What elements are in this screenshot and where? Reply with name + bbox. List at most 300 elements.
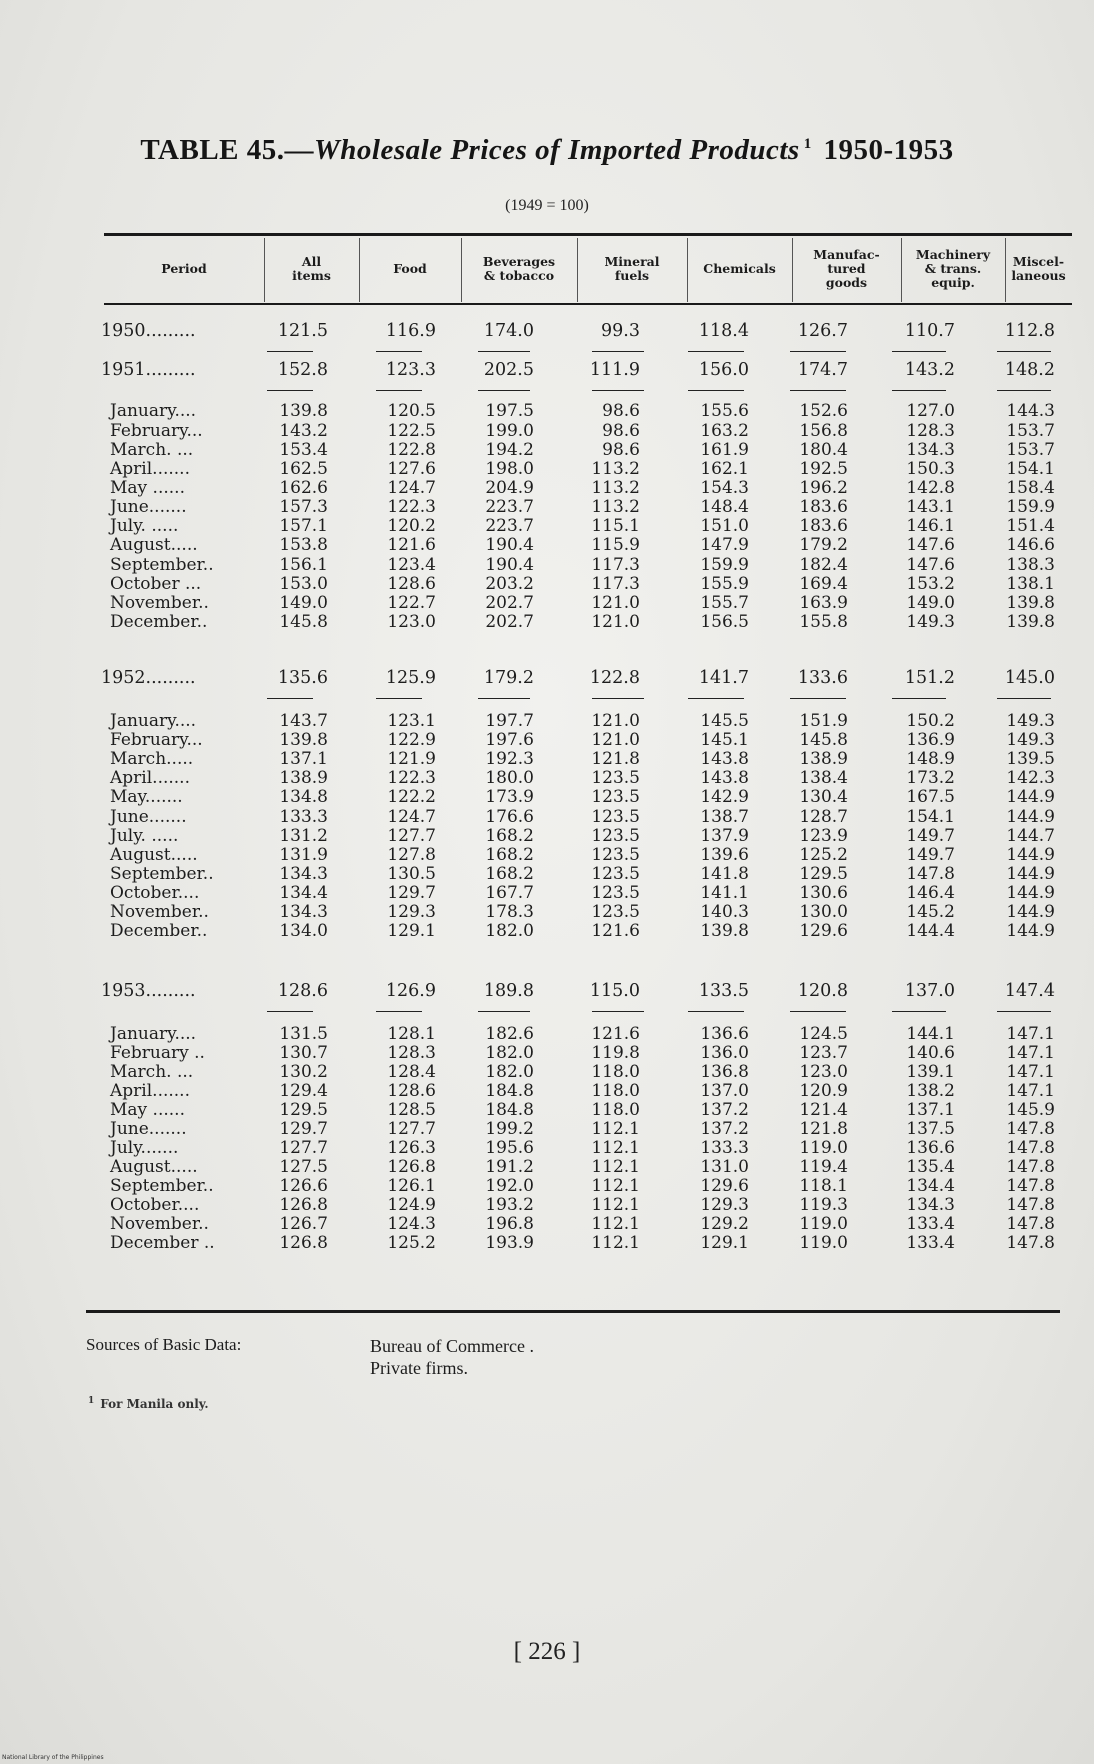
year-row [0, 322, 1094, 341]
value-cell-chem: 136.0 [700, 1043, 749, 1063]
value-cell-all: 130.7 [279, 1043, 328, 1063]
value-cell-misc: 158.4 [1006, 478, 1055, 498]
period-cell: May ...... [110, 1100, 185, 1120]
value-cell-all: 134.3 [279, 864, 328, 884]
value-cell-mach: 136.9 [906, 730, 955, 750]
value-cell-bev: 193.9 [485, 1233, 534, 1253]
value-cell-chem: 155.9 [700, 574, 749, 594]
total-underline [376, 390, 422, 391]
value-cell-manu: 130.4 [799, 787, 848, 807]
value-cell-food: 128.5 [387, 1100, 436, 1120]
value-cell-min: 121.6 [591, 921, 640, 941]
value-cell-mach: 150.3 [906, 459, 955, 479]
value-cell-bev: 194.2 [485, 440, 534, 460]
header-divider [792, 238, 793, 302]
value-cell-manu: 152.6 [799, 401, 848, 421]
period-cell: 1951......... [101, 360, 196, 380]
value-cell-min: 123.5 [591, 883, 640, 903]
month-row [0, 1101, 1094, 1120]
value-cell-mach: 153.2 [906, 574, 955, 594]
value-cell-mach: 137.5 [906, 1119, 955, 1139]
period-cell: March. ... [110, 440, 194, 460]
value-cell-misc: 142.3 [1006, 768, 1055, 788]
total-underline [376, 698, 422, 699]
value-cell-food: 128.6 [387, 574, 436, 594]
total-underline [267, 390, 313, 391]
value-cell-min: 112.1 [591, 1214, 640, 1234]
value-cell-misc: 144.9 [1006, 864, 1055, 884]
value-cell-chem: 131.0 [700, 1157, 749, 1177]
value-cell-chem: 155.6 [700, 401, 749, 421]
value-cell-bev: 197.5 [485, 401, 534, 421]
value-cell-all: 126.8 [279, 1233, 328, 1253]
value-cell-chem: 154.3 [700, 478, 749, 498]
value-cell-min: 115.1 [591, 516, 640, 536]
value-cell-bev: 182.6 [485, 1024, 534, 1044]
value-cell-bev: 202.5 [483, 360, 534, 380]
total-underline [376, 351, 422, 352]
value-cell-food: 121.6 [387, 535, 436, 555]
total-underline [790, 351, 846, 352]
total-underline [478, 390, 530, 391]
total-underline [997, 698, 1051, 699]
value-cell-chem: 156.5 [700, 612, 749, 632]
value-cell-bev: 180.0 [485, 768, 534, 788]
value-cell-all: 121.5 [277, 321, 328, 341]
value-cell-mach: 167.5 [906, 787, 955, 807]
value-cell-food: 130.5 [387, 864, 436, 884]
value-cell-min: 111.9 [589, 360, 640, 380]
value-cell-misc: 144.9 [1006, 902, 1055, 922]
value-cell-mach: 149.0 [906, 593, 955, 613]
period-cell: June....... [110, 497, 187, 517]
value-cell-food: 127.7 [387, 826, 436, 846]
value-cell-manu: 119.0 [799, 1214, 848, 1234]
month-row [0, 1177, 1094, 1196]
total-underline [592, 351, 644, 352]
value-cell-all: 138.9 [279, 768, 328, 788]
period-cell: December.. [110, 612, 208, 632]
col-header-min: Mineral fuels [604, 254, 660, 283]
value-cell-mach: 144.4 [906, 921, 955, 941]
period-cell: April....... [110, 459, 190, 479]
value-cell-mach: 143.2 [904, 360, 955, 380]
period-cell: March. ... [110, 1062, 194, 1082]
value-cell-all: 145.8 [279, 612, 328, 632]
value-cell-all: 133.3 [279, 807, 328, 827]
month-row [0, 1025, 1094, 1044]
value-cell-all: 126.7 [279, 1214, 328, 1234]
source-item: Bureau of Commerce . [370, 1336, 534, 1356]
period-cell: March..... [110, 749, 194, 769]
value-cell-bev: 190.4 [485, 535, 534, 555]
period-cell: November.. [110, 1214, 209, 1234]
value-cell-manu: 121.4 [799, 1100, 848, 1120]
value-cell-bev: 196.8 [485, 1214, 534, 1234]
value-cell-bev: 199.2 [485, 1119, 534, 1139]
col-header-bev: Beverages & tobacco [482, 254, 556, 283]
value-cell-chem: 151.0 [700, 516, 749, 536]
value-cell-mach: 145.2 [906, 902, 955, 922]
value-cell-all: 131.9 [279, 845, 328, 865]
period-cell: January.... [110, 401, 197, 421]
value-cell-bev: 191.2 [485, 1157, 534, 1177]
value-cell-min: 117.3 [591, 555, 640, 575]
year-row [0, 361, 1094, 380]
value-cell-manu: 123.9 [799, 826, 848, 846]
value-cell-all: 135.6 [277, 668, 328, 688]
value-cell-chem: 143.8 [700, 768, 749, 788]
value-cell-manu: 174.7 [797, 360, 848, 380]
value-cell-all: 143.7 [279, 711, 328, 731]
value-cell-bev: 199.0 [485, 421, 534, 441]
value-cell-misc: 147.8 [1006, 1195, 1055, 1215]
value-cell-min: 121.0 [591, 593, 640, 613]
value-cell-manu: 121.8 [799, 1119, 848, 1139]
value-cell-misc: 146.6 [1006, 535, 1055, 555]
month-row [0, 1082, 1094, 1101]
table-bottom-rule [86, 1310, 1060, 1313]
period-cell: May....... [110, 787, 183, 807]
value-cell-all: 134.8 [279, 787, 328, 807]
value-cell-food: 125.2 [387, 1233, 436, 1253]
value-cell-chem: 129.1 [700, 1233, 749, 1253]
period-cell: November.. [110, 902, 209, 922]
value-cell-bev: 223.7 [485, 497, 534, 517]
header-divider [264, 238, 265, 302]
total-underline [267, 1011, 313, 1012]
value-cell-all: 137.1 [279, 749, 328, 769]
month-row [0, 1196, 1094, 1215]
value-cell-min: 121.0 [591, 612, 640, 632]
header-divider [577, 238, 578, 302]
value-cell-manu: 169.4 [799, 574, 848, 594]
value-cell-chem: 129.2 [700, 1214, 749, 1234]
value-cell-misc: 138.3 [1006, 555, 1055, 575]
month-row [0, 594, 1094, 613]
value-cell-bev: 190.4 [485, 555, 534, 575]
value-cell-food: 116.9 [385, 321, 436, 341]
total-underline [267, 698, 313, 699]
value-cell-misc: 159.9 [1006, 497, 1055, 517]
month-row [0, 1044, 1094, 1063]
total-underline [997, 390, 1051, 391]
value-cell-chem: 136.6 [700, 1024, 749, 1044]
value-cell-food: 122.3 [387, 768, 436, 788]
value-cell-manu: 119.0 [799, 1233, 848, 1253]
header-divider [901, 238, 902, 302]
value-cell-mach: 127.0 [906, 401, 955, 421]
table-title [0, 134, 1094, 167]
value-cell-all: 128.6 [277, 981, 328, 1001]
value-cell-food: 123.3 [385, 360, 436, 380]
value-cell-manu: 133.6 [797, 668, 848, 688]
value-cell-mach: 135.4 [906, 1157, 955, 1177]
value-cell-chem: 148.4 [700, 497, 749, 517]
value-cell-manu: 145.8 [799, 730, 848, 750]
value-cell-mach: 147.8 [906, 864, 955, 884]
value-cell-bev: 202.7 [485, 612, 534, 632]
value-cell-min: 121.0 [591, 711, 640, 731]
value-cell-manu: 183.6 [799, 497, 848, 517]
value-cell-manu: 156.8 [799, 421, 848, 441]
title-years: 1950-1953 [823, 134, 954, 166]
value-cell-bev: 182.0 [485, 1043, 534, 1063]
value-cell-chem: 145.5 [700, 711, 749, 731]
value-cell-all: 129.7 [279, 1119, 328, 1139]
value-cell-min: 121.8 [591, 749, 640, 769]
value-cell-bev: 204.9 [485, 478, 534, 498]
value-cell-chem: 163.2 [700, 421, 749, 441]
value-cell-misc: 144.3 [1006, 401, 1055, 421]
period-cell: October.... [110, 883, 200, 903]
value-cell-min: 112.1 [591, 1157, 640, 1177]
value-cell-chem: 133.3 [700, 1138, 749, 1158]
value-cell-all: 134.3 [279, 902, 328, 922]
total-underline [997, 351, 1051, 352]
value-cell-chem: 129.6 [700, 1176, 749, 1196]
value-cell-mach: 128.3 [906, 421, 955, 441]
value-cell-misc: 149.3 [1006, 730, 1055, 750]
value-cell-bev: 197.7 [485, 711, 534, 731]
value-cell-manu: 130.6 [799, 883, 848, 903]
value-cell-bev: 173.9 [485, 787, 534, 807]
value-cell-chem: 143.8 [700, 749, 749, 769]
value-cell-misc: 154.1 [1006, 459, 1055, 479]
header-divider [687, 238, 688, 302]
value-cell-all: 153.4 [279, 440, 328, 460]
total-underline [688, 698, 744, 699]
period-cell: December .. [110, 1233, 215, 1253]
value-cell-bev: 184.8 [485, 1081, 534, 1101]
value-cell-chem: 137.9 [700, 826, 749, 846]
footnote-mark: 1 [88, 1396, 95, 1406]
value-cell-min: 119.8 [591, 1043, 640, 1063]
period-cell: 1952......... [101, 668, 196, 688]
period-cell: February... [110, 421, 203, 441]
value-cell-min: 121.0 [591, 730, 640, 750]
value-cell-bev: 195.6 [485, 1138, 534, 1158]
month-row [0, 556, 1094, 575]
value-cell-chem: 129.3 [700, 1195, 749, 1215]
value-cell-min: 112.1 [591, 1195, 640, 1215]
total-underline [478, 1011, 530, 1012]
period-cell: September.. [110, 1176, 214, 1196]
value-cell-food: 120.5 [387, 401, 436, 421]
value-cell-all: 131.5 [279, 1024, 328, 1044]
credit-text: National Library of the Philippines [2, 1754, 104, 1761]
value-cell-food: 127.8 [387, 845, 436, 865]
value-cell-min: 112.1 [591, 1176, 640, 1196]
value-cell-chem: 141.8 [700, 864, 749, 884]
value-cell-all: 153.0 [279, 574, 328, 594]
footnote [88, 1396, 209, 1411]
value-cell-bev: 192.0 [485, 1176, 534, 1196]
value-cell-mach: 148.9 [906, 749, 955, 769]
value-cell-manu: 120.8 [797, 981, 848, 1001]
value-cell-food: 126.3 [387, 1138, 436, 1158]
month-row [0, 750, 1094, 769]
value-cell-mach: 133.4 [906, 1214, 955, 1234]
value-cell-mach: 134.3 [906, 1195, 955, 1215]
value-cell-chem: 133.5 [698, 981, 749, 1001]
month-row [0, 769, 1094, 788]
value-cell-misc: 147.8 [1006, 1176, 1055, 1196]
value-cell-misc: 147.8 [1006, 1138, 1055, 1158]
month-row [0, 479, 1094, 498]
value-cell-min: 113.2 [591, 459, 640, 479]
value-cell-food: 122.9 [387, 730, 436, 750]
value-cell-chem: 137.2 [700, 1119, 749, 1139]
value-cell-min: 113.2 [591, 478, 640, 498]
value-cell-mach: 150.2 [906, 711, 955, 731]
value-cell-min: 115.0 [589, 981, 640, 1001]
period-cell: September.. [110, 864, 214, 884]
total-underline [892, 698, 946, 699]
value-cell-misc: 147.1 [1006, 1043, 1055, 1063]
value-cell-bev: 174.0 [483, 321, 534, 341]
period-cell: August..... [110, 1157, 198, 1177]
value-cell-min: 118.0 [591, 1081, 640, 1101]
period-cell: August..... [110, 535, 198, 555]
value-cell-misc: 139.5 [1006, 749, 1055, 769]
col-header-chem: Chemicals [703, 261, 776, 276]
value-cell-misc: 153.7 [1006, 440, 1055, 460]
value-cell-misc: 153.7 [1006, 421, 1055, 441]
value-cell-all: 139.8 [279, 401, 328, 421]
value-cell-min: 123.5 [591, 864, 640, 884]
total-underline [790, 390, 846, 391]
value-cell-min: 98.6 [602, 401, 640, 421]
value-cell-mach: 149.7 [906, 845, 955, 865]
value-cell-bev: 168.2 [485, 845, 534, 865]
total-underline [592, 1011, 644, 1012]
value-cell-manu: 196.2 [799, 478, 848, 498]
value-cell-min: 118.0 [591, 1100, 640, 1120]
value-cell-min: 99.3 [601, 321, 640, 341]
value-cell-manu: 119.4 [799, 1157, 848, 1177]
value-cell-food: 128.6 [387, 1081, 436, 1101]
month-row [0, 1158, 1094, 1177]
value-cell-food: 124.3 [387, 1214, 436, 1234]
total-underline [592, 698, 644, 699]
month-row [0, 1215, 1094, 1234]
period-cell: December.. [110, 921, 208, 941]
month-row [0, 422, 1094, 441]
value-cell-mach: 144.1 [906, 1024, 955, 1044]
value-cell-misc: 144.9 [1006, 807, 1055, 827]
value-cell-bev: 197.6 [485, 730, 534, 750]
value-cell-mach: 154.1 [906, 807, 955, 827]
value-cell-food: 129.7 [387, 883, 436, 903]
value-cell-misc: 147.8 [1006, 1233, 1055, 1253]
value-cell-misc: 139.8 [1006, 612, 1055, 632]
period-cell: June....... [110, 807, 187, 827]
value-cell-food: 123.0 [387, 612, 436, 632]
value-cell-all: 134.4 [279, 883, 328, 903]
value-cell-bev: 176.6 [485, 807, 534, 827]
header-divider [461, 238, 462, 302]
value-cell-chem: 145.1 [700, 730, 749, 750]
value-cell-all: 127.5 [279, 1157, 328, 1177]
value-cell-food: 129.1 [387, 921, 436, 941]
value-cell-bev: 198.0 [485, 459, 534, 479]
total-underline [892, 390, 946, 391]
col-header-manu: Manufac- tured goods [813, 247, 880, 290]
value-cell-food: 120.2 [387, 516, 436, 536]
title-prefix: TABLE 45.— [140, 134, 315, 166]
value-cell-mach: 151.2 [904, 668, 955, 688]
value-cell-bev: 182.0 [485, 1062, 534, 1082]
value-cell-bev: 223.7 [485, 516, 534, 536]
value-cell-manu: 138.4 [799, 768, 848, 788]
value-cell-min: 113.2 [591, 497, 640, 517]
value-cell-min: 112.1 [591, 1233, 640, 1253]
total-underline [892, 1011, 946, 1012]
month-row [0, 402, 1094, 421]
value-cell-chem: 140.3 [700, 902, 749, 922]
value-cell-min: 122.8 [589, 668, 640, 688]
period-cell: August..... [110, 845, 198, 865]
period-cell: February... [110, 730, 203, 750]
value-cell-manu: 124.5 [799, 1024, 848, 1044]
value-cell-manu: 180.4 [799, 440, 848, 460]
value-cell-all: 126.8 [279, 1195, 328, 1215]
value-cell-misc: 147.8 [1006, 1214, 1055, 1234]
value-cell-manu: 120.9 [799, 1081, 848, 1101]
value-cell-mach: 147.6 [906, 535, 955, 555]
value-cell-food: 122.8 [387, 440, 436, 460]
value-cell-manu: 155.8 [799, 612, 848, 632]
value-cell-misc: 144.9 [1006, 883, 1055, 903]
value-cell-all: 162.5 [279, 459, 328, 479]
title-italic: Wholesale Prices of Imported Products [314, 134, 800, 166]
value-cell-manu: 128.7 [799, 807, 848, 827]
value-cell-food: 125.9 [385, 668, 436, 688]
period-cell: February .. [110, 1043, 205, 1063]
value-cell-chem: 137.0 [700, 1081, 749, 1101]
value-cell-chem: 141.7 [698, 668, 749, 688]
value-cell-mach: 173.2 [906, 768, 955, 788]
value-cell-bev: 202.7 [485, 593, 534, 613]
value-cell-manu: 130.0 [799, 902, 848, 922]
total-underline [790, 698, 846, 699]
value-cell-min: 98.6 [602, 421, 640, 441]
period-cell: January.... [110, 1024, 197, 1044]
period-cell: 1953......... [101, 981, 196, 1001]
period-cell: October.... [110, 1195, 200, 1215]
value-cell-mach: 134.3 [906, 440, 955, 460]
month-row [0, 441, 1094, 460]
value-cell-all: 157.3 [279, 497, 328, 517]
value-cell-misc: 148.2 [1004, 360, 1055, 380]
value-cell-chem: 155.7 [700, 593, 749, 613]
value-cell-all: 129.5 [279, 1100, 328, 1120]
value-cell-bev: 193.2 [485, 1195, 534, 1215]
total-underline [267, 351, 313, 352]
value-cell-chem: 141.1 [700, 883, 749, 903]
value-cell-food: 128.4 [387, 1062, 436, 1082]
value-cell-misc: 147.1 [1006, 1062, 1055, 1082]
value-cell-manu: 138.9 [799, 749, 848, 769]
value-cell-manu: 151.9 [799, 711, 848, 731]
value-cell-all: 156.1 [279, 555, 328, 575]
value-cell-misc: 112.8 [1004, 321, 1055, 341]
value-cell-min: 123.5 [591, 807, 640, 827]
value-cell-misc: 145.9 [1006, 1100, 1055, 1120]
month-row [0, 827, 1094, 846]
value-cell-all: 131.2 [279, 826, 328, 846]
